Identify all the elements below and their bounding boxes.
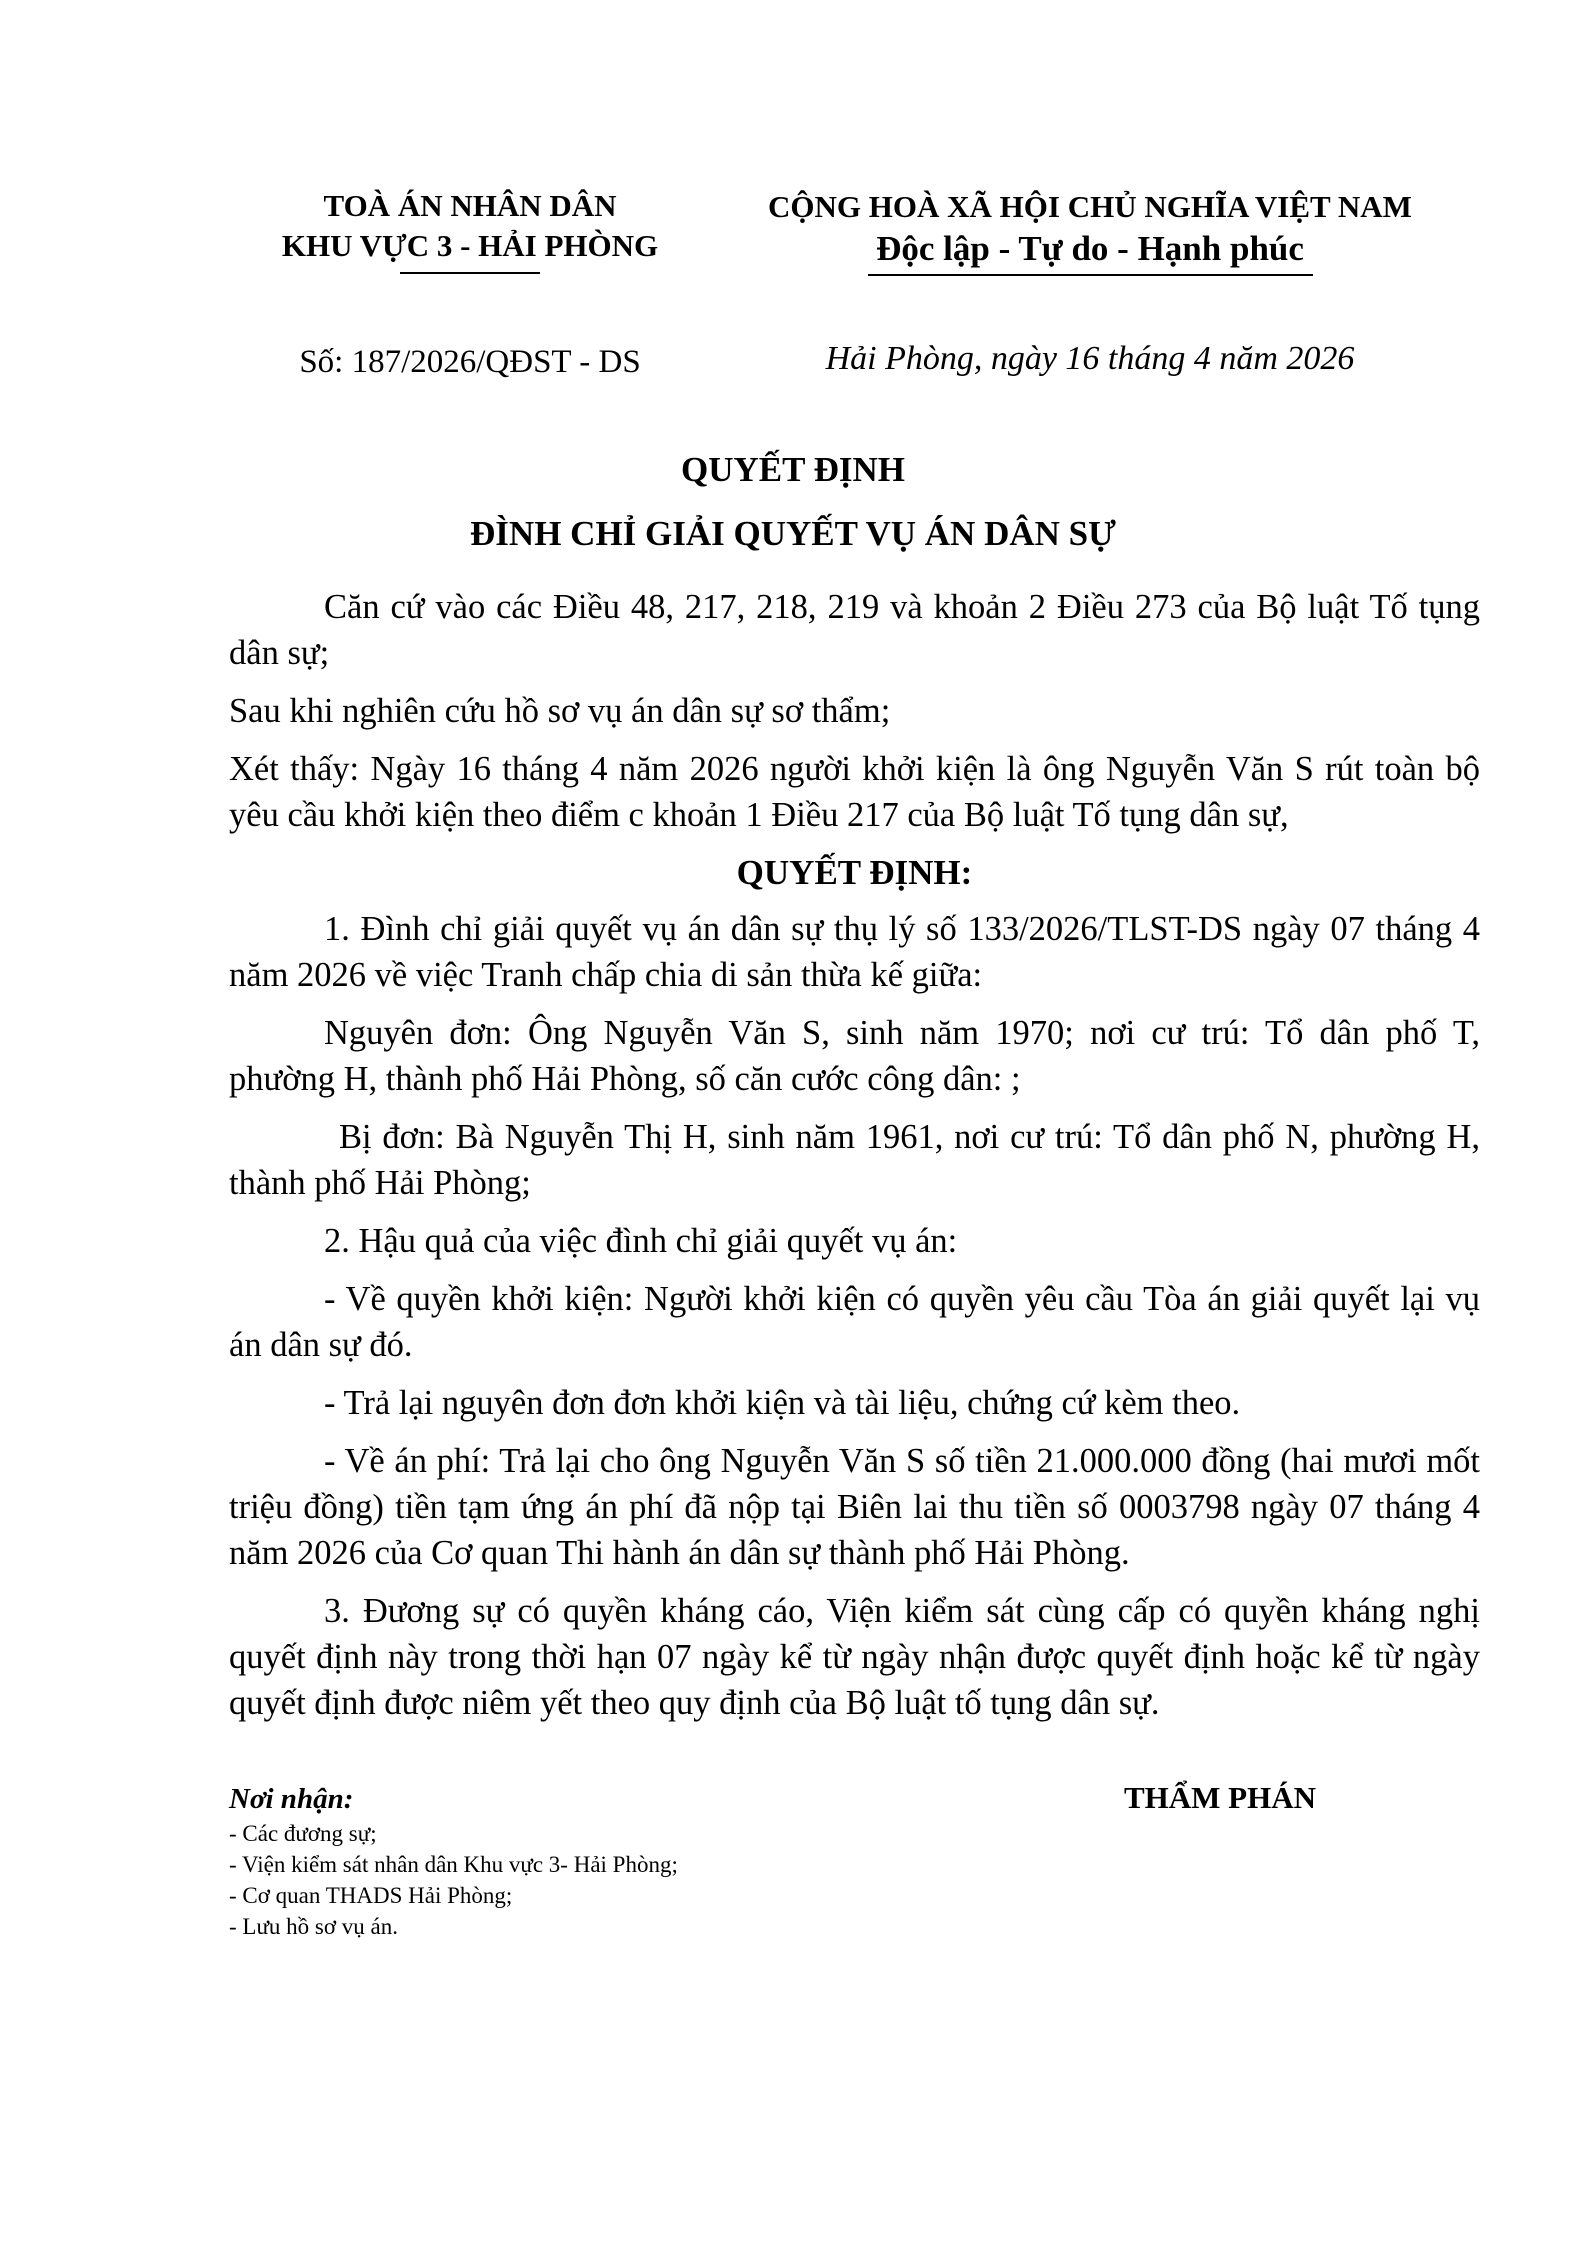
national-motto: Độc lập - Tự do - Hạnh phúc (876, 229, 1304, 268)
recipient-item: - Các đương sự; (229, 1821, 377, 1846)
motto-underline (868, 274, 1313, 276)
decision-item-2: 2. Hậu quả của việc đình chỉ giải quyết vụ án: (324, 1222, 958, 1260)
recipient-item: - Lưu hồ sơ vụ án. (229, 1914, 398, 1939)
signer-title: THẨM PHÁN (1123, 1780, 1316, 1815)
plaintiff-paragraph: Nguyên đơn: Ông Nguyễn Văn S, sinh năm 1970; nơi cư trú: Tổ dân phố T, phường H, thành phố Hải Phòng, số căn cước công dân: ; (229, 1014, 1480, 1098)
court-fee-paragraph: - Về án phí: Trả lại cho ông Nguyễn Văn S số tiền 21.000.000 đồng (hai mươi mốt triệu đồng) tiền tạm ứng án phí đã nộp tại Biên lai thu tiền số 0003798 ngày 07 tháng 4 năm 2026 của Cơ quan Thi hành án dân sự thành phố Hải Phòng. (229, 1442, 1480, 1572)
recipient-item: - Cơ quan THADS Hải Phòng; (229, 1883, 513, 1908)
recipients-block (229, 1780, 929, 1942)
decision-item-1: 1. Đình chỉ giải quyết vụ án dân sự thụ lý số 133/2026/TLST-DS ngày 07 tháng 4 năm 2026 về việc Tranh chấp chia di sản thừa kế giữa: (229, 910, 1480, 994)
recipient-item: - Viện kiểm sát nhân dân Khu vực 3- Hải Phòng; (229, 1852, 678, 1877)
place-date: Hải Phòng, ngày 16 tháng 4 năm 2026 (825, 340, 1355, 377)
decision-item-3: 3. Đương sự có quyền kháng cáo, Viện kiểm sát cùng cấp có quyền kháng nghị quyết định này trong thời hạn 07 ngày kể từ ngày nhận được quyết định hoặc kể từ ngày quyết định được niêm yết theo quy định của Bộ luật tố tụng dân sự. (229, 1592, 1480, 1722)
decision-heading: QUYẾT ĐỊNH: (736, 853, 973, 892)
recipients-heading: Nơi nhận: (229, 1783, 354, 1815)
defendant-paragraph: Bị đơn: Bà Nguyễn Thị H, sinh năm 1961, nơi cư trú: Tổ dân phố N, phường H, thành phố Hải Phòng; (229, 1118, 1480, 1202)
national-motto-header (740, 186, 1440, 276)
reference-number: Số: 187/2026/QĐST - DS (299, 344, 641, 380)
document-body (229, 584, 1480, 1738)
document-title: QUYẾT ĐỊNH (681, 450, 905, 489)
country-name: CỘNG HOÀ XÃ HỘI CHỦ NGHĨA VIỆT NAM (768, 189, 1412, 224)
court-header-underline (400, 272, 540, 274)
court-name-line2: KHU VỰC 3 - HẢI PHÒNG (281, 228, 659, 263)
right-to-sue-paragraph: - Về quyền khởi kiện: Người khởi kiện có quyền yêu cầu Tòa án giải quyết lại vụ án dân sự đó. (229, 1280, 1480, 1364)
legal-basis-paragraph: Căn cứ vào các Điều 48, 217, 218, 219 và khoản 2 Điều 273 của Bộ luật Tố tụng dân sự; (229, 588, 1480, 672)
court-name-line1: TOÀ ÁN NHÂN DÂN (323, 188, 617, 223)
return-documents-paragraph: - Trả lại nguyên đơn đơn khởi kiện và tài liệu, chứng cứ kèm theo. (324, 1384, 1241, 1422)
finding-paragraph: Xét thấy: Ngày 16 tháng 4 năm 2026 người khởi kiện là ông Nguyễn Văn S rút toàn bộ yêu cầu khởi kiện theo điểm c khoản 1 Điều 217 của Bộ luật Tố tụng dân sự, (229, 750, 1480, 834)
court-header (240, 186, 700, 274)
review-paragraph: Sau khi nghiên cứu hồ sơ vụ án dân sự sơ thẩm; (229, 692, 891, 730)
document-subtitle: ĐÌNH CHỈ GIẢI QUYẾT VỤ ÁN DÂN SỰ (470, 514, 1116, 553)
